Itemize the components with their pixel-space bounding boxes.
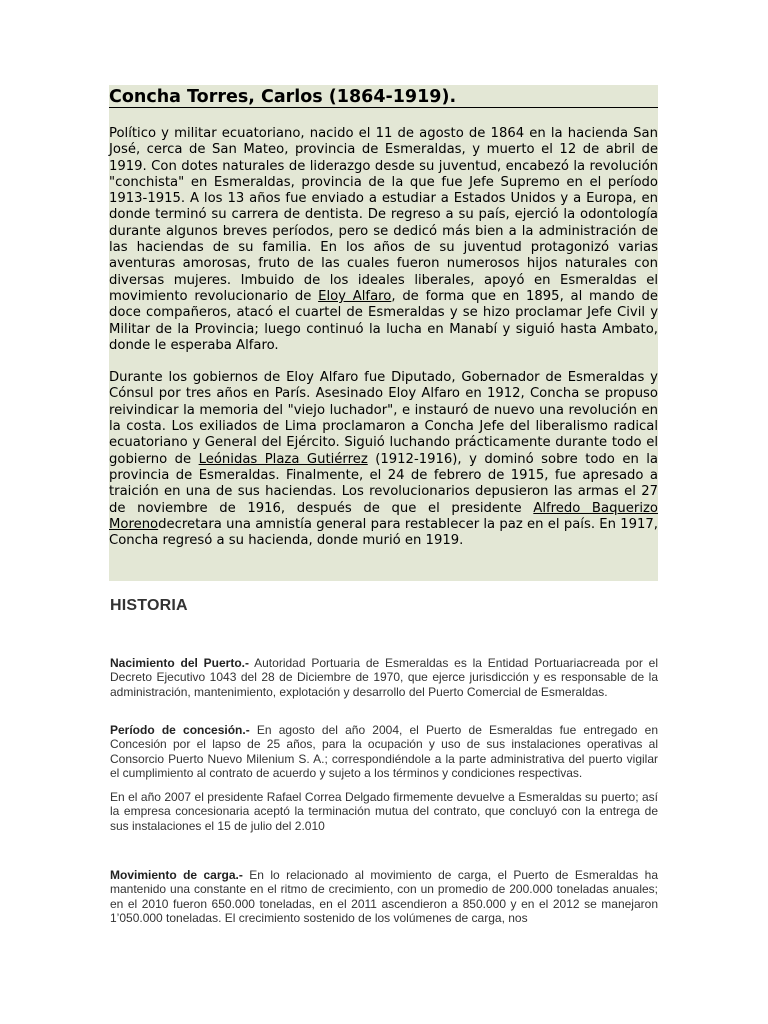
section-devolucion <box>110 790 658 833</box>
biography-paragraph-1 <box>109 126 658 354</box>
link-alfredo-baquerizo[interactable]: Alfredo Baquerizo Moreno <box>109 500 658 532</box>
section-movimiento-carga <box>110 868 658 925</box>
section-nacimiento <box>110 656 658 699</box>
section-text: En el año 2007 el presidente Rafael Correa Delgado firmemente devuelve a Esmeraldas su puerto; así la empresa concesionaria aceptó la terminación mutua del contrato, que concluyó con la entrega de sus instalaciones el 15 de julio del 2.010 <box>110 790 658 833</box>
biography-box <box>109 85 658 581</box>
section-label: Nacimiento del Puerto.- <box>110 656 249 670</box>
biography-text: decretara una amnistía general para restablecer la paz en el país. En 1917, Concha regresó a su hacienda, donde murió en 1919. <box>109 516 658 549</box>
biography-title: Concha Torres, Carlos (1864-1919). <box>109 87 658 108</box>
historia-heading: HISTORIA <box>110 597 188 614</box>
section-label: Movimiento de carga.- <box>110 868 243 882</box>
biography-paragraph-2 <box>109 370 658 549</box>
section-label: Período de concesión.- <box>110 723 250 737</box>
link-leonidas-plaza[interactable]: Leónidas Plaza Gutiérrez <box>198 451 368 467</box>
section-text: En lo relacionado al movimiento de carga, el Puerto de Esmeraldas ha mantenido una constante en el ritmo de crecimiento, con un promedio de 200.000 toneladas anuales; en el 2010 fueron 650.000 toneladas, en el 2011 ascendieron a 850.000 y en el 2012 se manejaron 1’050.000 toneladas. El crecimiento sostenido de los volúmenes de carga, nos <box>110 868 658 925</box>
section-concesion <box>110 723 658 780</box>
section-text: En agosto del año 2004, el Puerto de Esmeraldas fue entregado en Concesión por el lapso de 25 años, para la ocupación y uso de sus instalaciones operativas al Consorcio Puerto Nuevo Milenium S. A.; correspondiéndole a la parte administrativa del puerto vigilar el cumplimiento al contrato de acuerdo y sujeto a los términos y condiciones respectivas. <box>110 723 658 780</box>
biography-text: Durante los gobiernos de Eloy Alfaro fue Diputado, Gobernador de Esmeraldas y Cónsul por tres años en París. Asesinado Eloy Alfaro en 1912, Concha se propuso reivindicar la memoria del "viejo luchador", e instauró de nuevo una revolución en la costa. Los exiliados de Lima proclamaron a Concha Jefe del liberalismo radical ecuatoriano y General del Ejército. Siguió luchando prácticamente durante todo el gobierno de <box>109 370 658 467</box>
biography-text: (1912-1916), y dominó sobre todo en la provincia de Esmeraldas. Finalmente, el 24 de febrero de 1915, fue apresado a traición en una de sus haciendas. Los revolucionarios depusieron las armas el 27 de noviembre de 1916, después de que el presidente <box>109 451 659 516</box>
section-text: Autoridad Portuaria de Esmeraldas es la Entidad Portuariacreada por el Decreto Ejecutivo 1043 del 28 de Diciembre de 1970, que ejerce jurisdicción y es responsable de la administración, mantenimiento, explotación y desarrollo del Puerto Comercial de Esmeraldas. <box>110 656 658 699</box>
biography-text: Político y militar ecuatoriano, nacido el 11 de agosto de 1864 en la hacienda San José, cerca de San Mateo, provincia de Esmeraldas, y muerto el 12 de abril de 1919. Con dotes naturales de liderazgo desde su juventud, encabezó la revolución "conchista" en Esmeraldas, provincia de la que fue Jefe Supremo en el período 1913-1915. A los 13 años fue enviado a estudiar a Estados Unidos y a Europa, en donde terminó su carrera de dentista. De regreso a su país, ejerció la odontología durante algunos breves períodos, pero se dedicó más bien a la administración de las haciendas de su familia. En los años de su juventud protagonizó varias aventuras amorosas, fruto de las cuales fueron numerosos hijos naturales con diversas mujeres. Imbuido de los ideales liberales, apoyó en Esmeraldas el movimiento revolucionario de <box>109 126 658 304</box>
biography-text: , de forma que en 1895, al mando de doce compañeros, atacó el cuartel de Esmeraldas y se hizo proclamar Jefe Civil y Militar de la Provincia; luego continuó la lucha en Manabí y siguió hasta Ambato, donde le esperaba Alfaro. <box>109 288 659 353</box>
link-eloy-alfaro[interactable]: Eloy Alfaro <box>318 288 392 304</box>
